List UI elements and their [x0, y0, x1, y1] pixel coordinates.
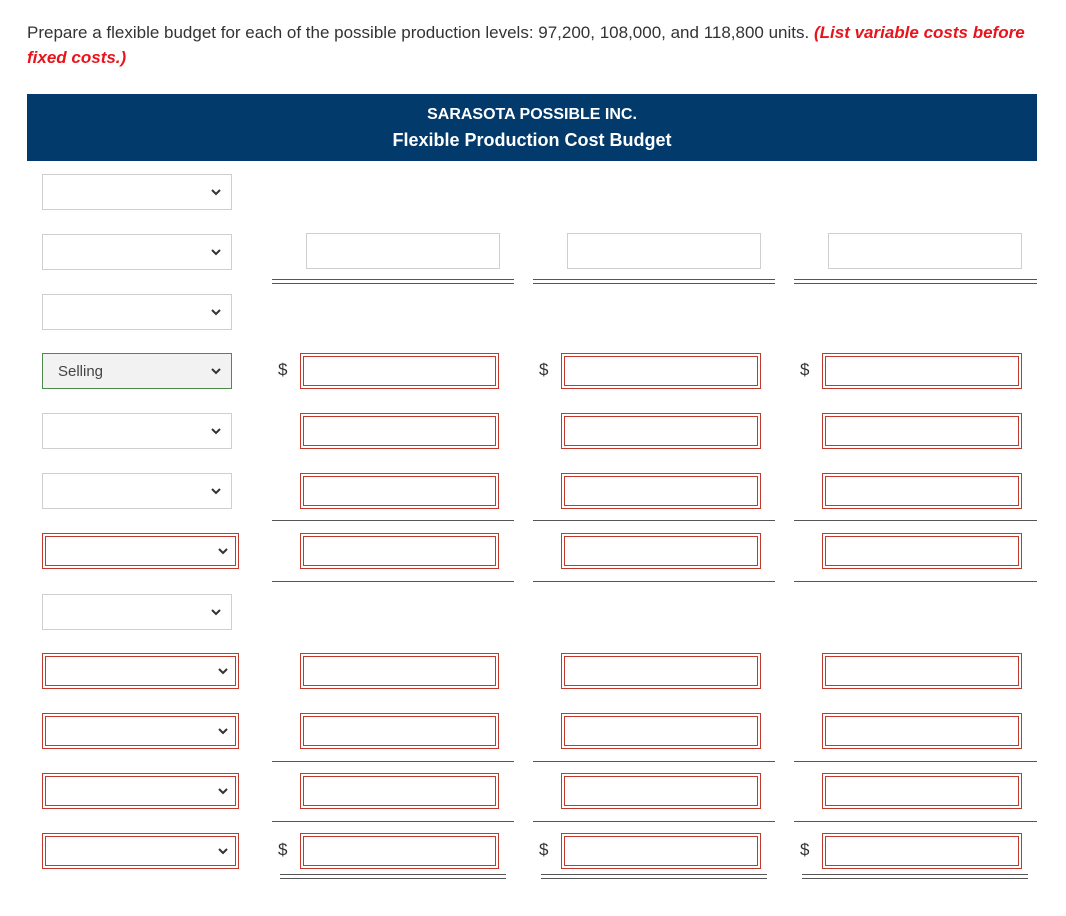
- underline-rule: [272, 821, 514, 822]
- row5-col2-input[interactable]: [561, 413, 761, 449]
- row10-col2-input[interactable]: [561, 713, 761, 749]
- underline-rule: [272, 761, 514, 762]
- row4-col1-input[interactable]: [300, 353, 499, 389]
- underline-rule: [794, 581, 1037, 582]
- double-rule: [280, 874, 506, 879]
- underline-rule: [533, 821, 775, 822]
- chevron-down-icon: [217, 545, 229, 557]
- row12-col1-input[interactable]: [300, 833, 499, 869]
- row2-col3-input[interactable]: [828, 233, 1022, 269]
- chevron-down-icon: [217, 725, 229, 737]
- underline-rule: [533, 520, 775, 521]
- chevron-down-icon: [210, 425, 222, 437]
- company-name: SARASOTA POSSIBLE INC.: [427, 106, 637, 123]
- row9-col2-input[interactable]: [561, 653, 761, 689]
- row4-col2-input[interactable]: [561, 353, 761, 389]
- currency-sign: $: [278, 840, 288, 859]
- row12-label-select[interactable]: [42, 833, 239, 869]
- row2-label-select[interactable]: [42, 234, 232, 270]
- row4-col3-input[interactable]: [822, 353, 1022, 389]
- row11-col1-input[interactable]: [300, 773, 499, 809]
- row11-label-select[interactable]: [42, 773, 239, 809]
- row2-col2-input[interactable]: [567, 233, 761, 269]
- currency-sign: $: [539, 360, 549, 379]
- row11-col2-input[interactable]: [561, 773, 761, 809]
- underline-rule: [272, 520, 514, 521]
- instruction-text: [27, 20, 1037, 70]
- chevron-down-icon: [217, 665, 229, 677]
- chevron-down-icon: [217, 845, 229, 857]
- row12-col2-input[interactable]: [561, 833, 761, 869]
- row12-col3-input[interactable]: [822, 833, 1022, 869]
- underline-rule: [272, 581, 514, 582]
- budget-header: [27, 94, 1037, 161]
- row1-label-select[interactable]: [42, 174, 232, 210]
- instruction-main: Prepare a flexible budget for each of the possible production levels: 97,200, 108,000, and 118,800 units.: [27, 23, 810, 42]
- row6-col3-input[interactable]: [822, 473, 1022, 509]
- row6-label-select[interactable]: [42, 473, 232, 509]
- chevron-down-icon: [210, 246, 222, 258]
- row3-label-select[interactable]: [42, 294, 232, 330]
- budget-title: Flexible Production Cost Budget: [392, 130, 672, 150]
- row5-col1-input[interactable]: [300, 413, 499, 449]
- double-rule: [272, 279, 514, 284]
- underline-rule: [533, 581, 775, 582]
- currency-sign: $: [800, 840, 810, 859]
- double-rule: [533, 279, 775, 284]
- row6-col1-input[interactable]: [300, 473, 499, 509]
- row9-col3-input[interactable]: [822, 653, 1022, 689]
- double-rule: [794, 279, 1037, 284]
- row8-label-select[interactable]: [42, 594, 232, 630]
- double-rule: [541, 874, 767, 879]
- chevron-down-icon: [210, 485, 222, 497]
- row10-col3-input[interactable]: [822, 713, 1022, 749]
- row4-selected-value: Selling: [58, 363, 104, 380]
- row11-col3-input[interactable]: [822, 773, 1022, 809]
- currency-sign: $: [278, 360, 288, 379]
- row4-label-select[interactable]: [42, 353, 232, 389]
- row10-label-select[interactable]: [42, 713, 239, 749]
- currency-sign: $: [800, 360, 810, 379]
- chevron-down-icon: [210, 186, 222, 198]
- row5-col3-input[interactable]: [822, 413, 1022, 449]
- row7-col1-input[interactable]: [300, 533, 499, 569]
- underline-rule: [794, 761, 1037, 762]
- row9-col1-input[interactable]: [300, 653, 499, 689]
- row5-label-select[interactable]: [42, 413, 232, 449]
- currency-sign: $: [539, 840, 549, 859]
- row7-label-select[interactable]: [42, 533, 239, 569]
- chevron-down-icon: [210, 606, 222, 618]
- chevron-down-icon: [210, 365, 222, 377]
- row7-col2-input[interactable]: [561, 533, 761, 569]
- double-rule: [802, 874, 1028, 879]
- row6-col2-input[interactable]: [561, 473, 761, 509]
- underline-rule: [794, 821, 1037, 822]
- row10-col1-input[interactable]: [300, 713, 499, 749]
- chevron-down-icon: [217, 785, 229, 797]
- row9-label-select[interactable]: [42, 653, 239, 689]
- instruction-highlight: (List variable costs before fixed costs.): [27, 23, 1025, 67]
- chevron-down-icon: [210, 306, 222, 318]
- underline-rule: [794, 520, 1037, 521]
- underline-rule: [533, 761, 775, 762]
- row2-col1-input[interactable]: [306, 233, 500, 269]
- row7-col3-input[interactable]: [822, 533, 1022, 569]
